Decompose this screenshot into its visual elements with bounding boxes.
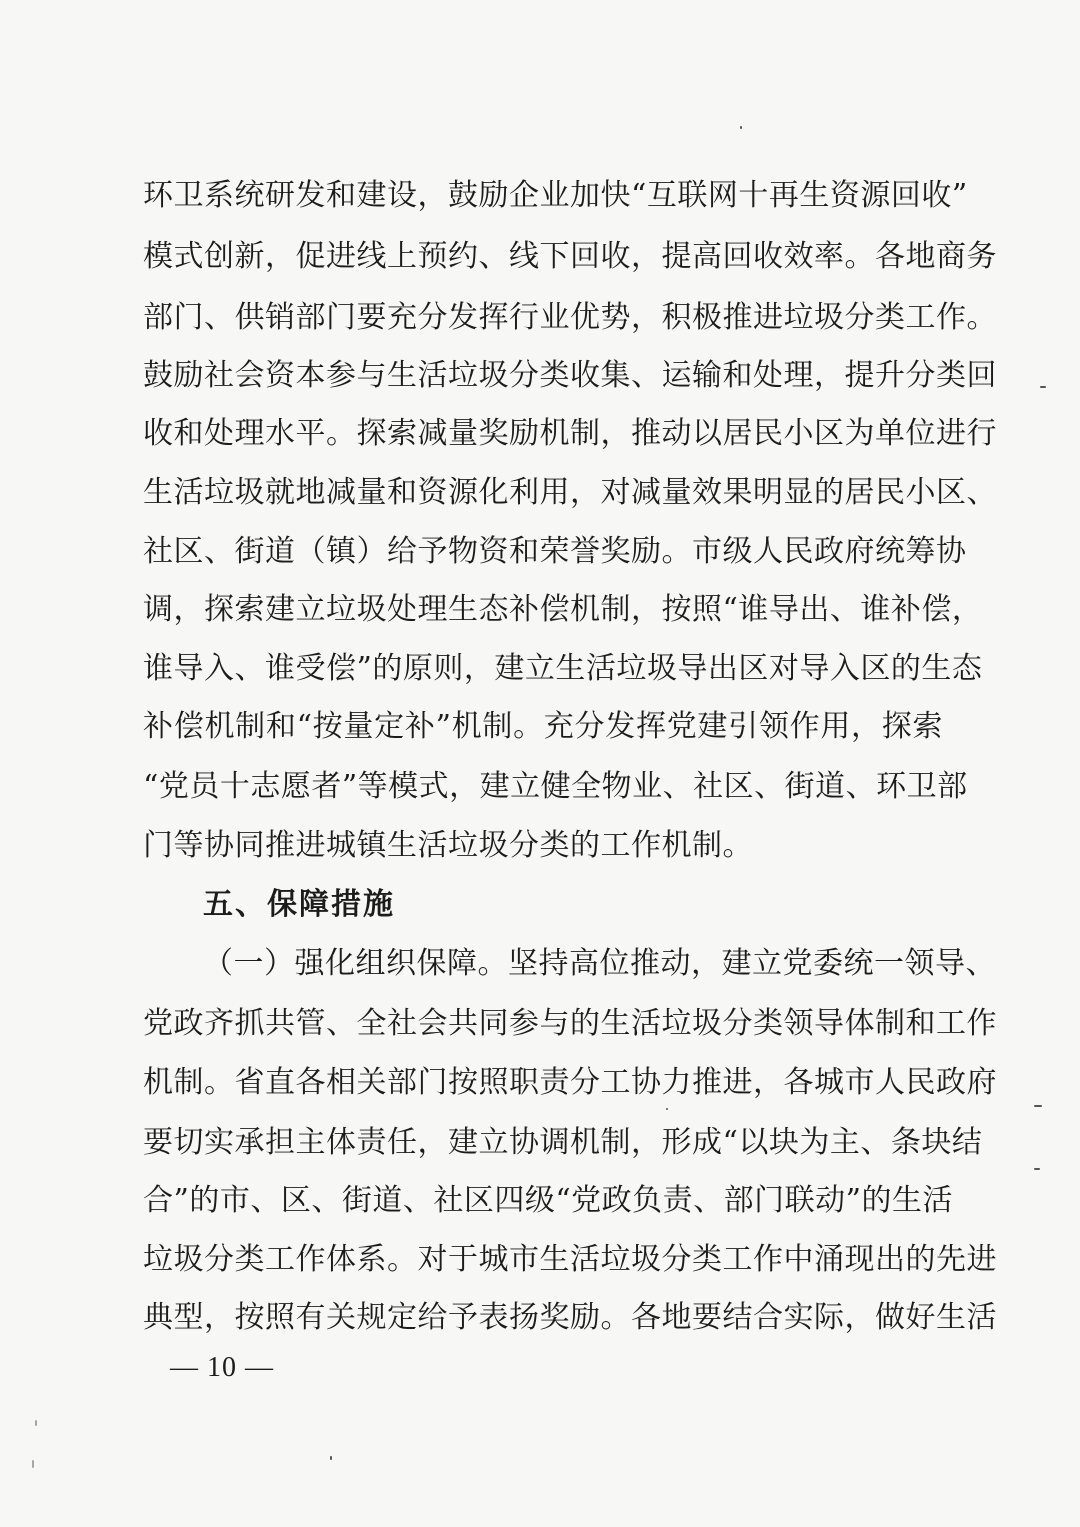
body-line-9: 谁导入、谁受偿”的原则，建立生活垃圾导出区对导入区的生态	[143, 651, 983, 686]
body-line-3: 部门、供销部门要充分发挥行业优势，积极推进垃圾分类工作。	[143, 300, 997, 335]
section-line-6: 垃圾分类工作体系。对于城市生活垃圾分类工作中涌现出的先进	[143, 1242, 997, 1277]
section-line-3: 机制。省直各相关部门按照职责分工协力推进，各城市人民政府	[143, 1065, 997, 1100]
body-line-11: “党员十志愿者”等模式，建立健全物业、社区、街道、环卫部	[143, 769, 968, 804]
scan-speck	[740, 126, 742, 129]
body-line-6: 生活垃圾就地减量和资源化利用，对减量效果明显的居民小区、	[143, 475, 997, 510]
scan-speck	[1034, 1105, 1042, 1107]
body-line-8: 调，探索建立垃圾处理生态补偿机制，按照“谁导出、谁补偿，	[143, 592, 983, 627]
scan-speck	[32, 1460, 34, 1468]
scan-speck	[1034, 1168, 1040, 1170]
section-line-2: 党政齐抓共管、全社会共同参与的生活垃圾分类领导体制和工作	[143, 1006, 997, 1041]
scan-speck	[35, 1420, 37, 1426]
body-line-10: 补偿机制和“按量定补”机制。充分发挥党建引领作用，探索	[143, 709, 943, 744]
scan-speck	[330, 1456, 332, 1460]
scan-speck	[1040, 386, 1046, 388]
body-line-7: 社区、街道（镇）给予物资和荣誉奖励。市级人民政府统筹协	[143, 534, 967, 569]
page-number: — 10 —	[170, 1352, 274, 1383]
body-line-2: 模式创新，促进线上预约、线下回收，提高回收效率。各地商务	[143, 239, 997, 274]
body-line-1: 环卫系统研发和建设，鼓励企业加快“互联网十再生资源回收”	[143, 178, 968, 213]
section-line-1: （一）强化组织保障。坚持高位推动，建立党委统一领导、	[203, 946, 996, 981]
section-heading: 五、保障措施	[203, 887, 395, 922]
body-line-5: 收和处理水平。探索减量奖励机制，推动以居民小区为单位进行	[143, 416, 997, 451]
scan-speck	[666, 1108, 668, 1110]
body-line-4: 鼓励社会资本参与生活垃圾分类收集、运输和处理，提升分类回	[143, 358, 997, 393]
section-line-7: 典型，按照有关规定给予表扬奖励。各地要结合实际，做好生活	[143, 1300, 997, 1335]
section-line-5: 合”的市、区、街道、社区四级“党政负责、部门联动”的生活	[143, 1183, 954, 1218]
body-line-12: 门等协同推进城镇生活垃圾分类的工作机制。	[143, 828, 753, 863]
section-line-4: 要切实承担主体责任，建立协调机制，形成“以块为主、条块结	[143, 1125, 983, 1160]
